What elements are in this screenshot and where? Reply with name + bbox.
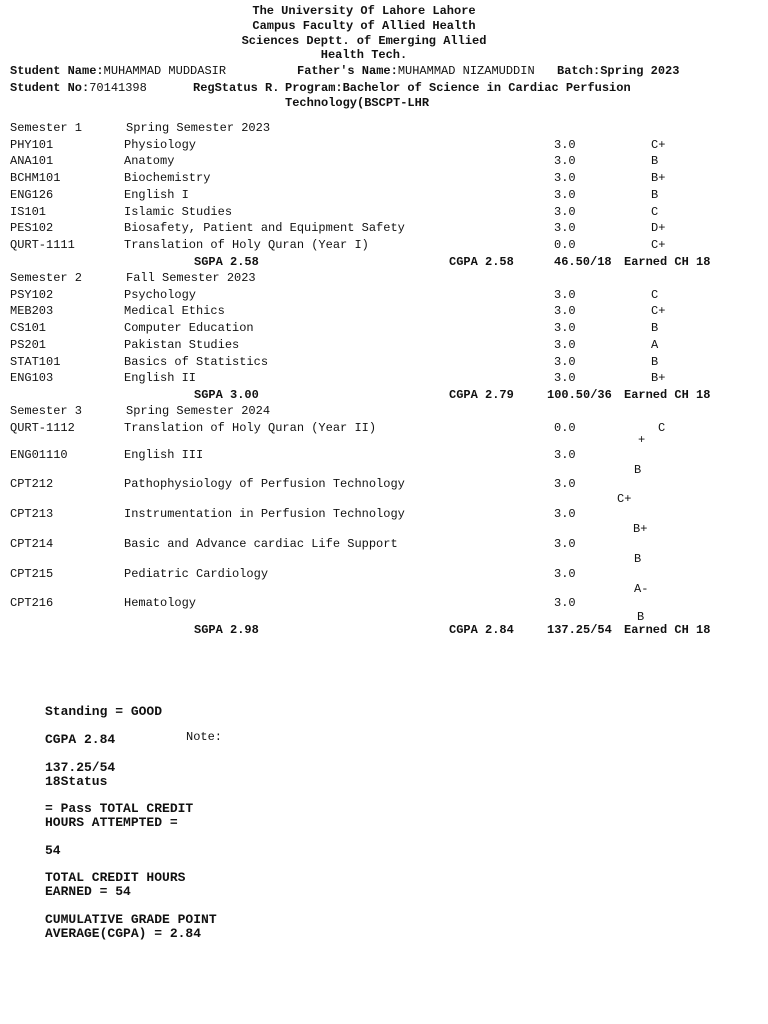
grade: C+ [651,304,666,319]
course-title: Instrumentation in Perfusion Technology [124,507,405,521]
semester-term: Spring Semester 2023 [126,121,271,135]
grade: C [651,287,659,302]
student-no: 70141398 [89,81,147,95]
grade: B [634,463,642,477]
earned-ch: Earned CH 18 [624,387,711,402]
course-code: ANA101 [10,154,54,169]
program-row [285,81,631,95]
program-name: Bachelor of Science in Cardiac Perfusion [342,81,631,95]
course-title: Physiology [124,137,197,152]
credit-hours: 3.0 [554,567,576,581]
grade: B [637,610,645,624]
credit-hours: 3.0 [554,537,576,551]
grade-modifier: + [638,433,646,447]
grade: B [651,154,659,169]
father-name-row [297,64,535,78]
credit-hours: 3.0 [554,154,576,169]
cgpa: CGPA 2.84 [449,623,514,637]
credit-hours: 3.0 [554,507,576,521]
course-title: English III [124,448,204,462]
course-title: Translation of Holy Quran (Year I) [124,237,369,252]
credit-hours: 0.0 [554,237,576,252]
course-code: PHY101 [10,137,54,152]
department-line-2: Health Tech. [320,48,408,62]
course-code: STAT101 [10,354,61,369]
course-title: Biochemistry [124,171,211,186]
student-name-label: Student Name: [10,64,104,78]
semester-label: Semester 2 [10,271,83,285]
earned-line-2: EARNED = 54 [45,884,131,899]
grade: C+ [651,137,666,152]
batch-label: Batch: [557,64,601,78]
course-title: Biosafety, Patient and Equipment Safety [124,221,405,236]
course-title: Pakistan Studies [124,337,240,352]
sgpa: SGPA 3.00 [194,387,259,402]
cgpa: CGPA 2.79 [449,387,514,402]
hours-attempted: 54 [45,843,61,858]
credit-hours: 3.0 [554,287,576,302]
grade: C+ [617,492,632,506]
note-label: Note: [186,730,223,744]
course-code: ENG01110 [10,448,68,462]
course-code: PS201 [10,337,47,352]
summary-status: 18Status [45,774,108,789]
grade: B+ [633,522,648,536]
grade: A- [634,582,649,596]
course-title: Anatomy [124,154,175,169]
semester-label: Semester 3 [10,404,83,418]
grade: B [651,187,659,202]
course-code: CPT216 [10,596,54,610]
credit-hours: 3.0 [554,321,576,336]
credit-hours: 3.0 [554,187,576,202]
semester-label: Semester 1 [10,121,83,135]
department-line: Sciences Deptt. of Emerging Allied [241,34,487,48]
credit-hours: 0.0 [554,421,576,435]
grade: B+ [651,371,666,386]
student-no-row [10,81,147,95]
university-name: The University Of Lahore Lahore [252,4,476,18]
course-title: Pathophysiology of Perfusion Technology [124,477,405,491]
student-name-row [10,64,226,78]
course-code: CPT212 [10,477,54,491]
grade: B [651,321,659,336]
course-title: Translation of Holy Quran (Year II) [124,421,377,435]
course-title: English II [124,371,197,386]
summary-cgpa: CGPA 2.84 [45,732,116,747]
course-code: QURT-1112 [10,421,75,435]
grade: C+ [651,237,666,252]
program-code: BSCPT-LHR [364,96,430,110]
course-title: Pediatric Cardiology [124,567,269,581]
course-code: IS101 [10,204,47,219]
program-row-2 [285,96,429,110]
course-code: ENG103 [10,371,54,386]
student-name: MUHAMMAD MUDDASIR [103,64,227,78]
student-no-label: Student No: [10,81,90,95]
course-code: CS101 [10,321,47,336]
program-name-cont: Technology( [285,96,365,110]
course-code: CPT214 [10,537,54,551]
earned-line-1: TOTAL CREDIT HOURS [45,870,186,885]
father-name-label: Father's Name: [297,64,398,78]
sgpa: SGPA 2.98 [194,623,259,637]
program-label: Program: [285,81,343,95]
course-title: Basics of Statistics [124,354,269,369]
grade: C [651,204,659,219]
course-code: MEB203 [10,304,54,319]
summary-points: 137.25/54 [45,760,116,775]
course-title: Computer Education [124,321,254,336]
father-name: MUHAMMAD NIZAMUDDIN [397,64,535,78]
grade: D+ [651,221,666,236]
course-code: CPT213 [10,507,54,521]
semester-term: Spring Semester 2024 [126,404,271,418]
grade: B+ [651,171,666,186]
course-title: Hematology [124,596,197,610]
credit-hours: 3.0 [554,596,576,610]
course-title: Basic and Advance cardiac Life Support [124,537,398,551]
credit-hours: 3.0 [554,204,576,219]
course-title: English I [124,187,189,202]
grade-points: 137.25/54 [547,623,612,637]
semester-term: Fall Semester 2023 [126,271,256,285]
campus-faculty: Campus Faculty of Allied Health [252,19,476,33]
grade: A [651,337,659,352]
course-code: PES102 [10,221,54,236]
grade-points: 46.50/18 [554,254,612,269]
grade: C [658,421,666,435]
cgpa: CGPA 2.58 [449,254,514,269]
course-code: ENG126 [10,187,54,202]
credit-hours: 3.0 [554,137,576,152]
earned-ch: Earned CH 18 [624,623,711,637]
batch-row [557,64,679,78]
sgpa: SGPA 2.58 [194,254,259,269]
course-code: BCHM101 [10,171,61,186]
course-code: QURT-1111 [10,237,75,252]
credit-hours: 3.0 [554,371,576,386]
regstatus-label: RegStatus R. [193,81,280,95]
course-code: PSY102 [10,287,54,302]
course-title: Medical Ethics [124,304,225,319]
pass-line-2: HOURS ATTEMPTED = [45,815,178,830]
credit-hours: 3.0 [554,337,576,352]
cgpa-line-1: CUMULATIVE GRADE POINT [45,912,217,927]
credit-hours: 3.0 [554,354,576,369]
grade: B [634,552,642,566]
batch-value: Spring 2023 [600,64,680,78]
credit-hours: 3.0 [554,171,576,186]
credit-hours: 3.0 [554,221,576,236]
cgpa-line-2: AVERAGE(CGPA) = 2.84 [45,926,202,941]
credit-hours: 3.0 [554,477,576,491]
credit-hours: 3.0 [554,304,576,319]
course-code: CPT215 [10,567,54,581]
grade-points: 100.50/36 [547,387,612,402]
course-title: Psychology [124,287,197,302]
standing: Standing = GOOD [45,704,163,719]
pass-line-1: = Pass TOTAL CREDIT [45,801,194,816]
grade: B [651,354,659,369]
earned-ch: Earned CH 18 [624,254,711,269]
course-title: Islamic Studies [124,204,233,219]
credit-hours: 3.0 [554,448,576,462]
